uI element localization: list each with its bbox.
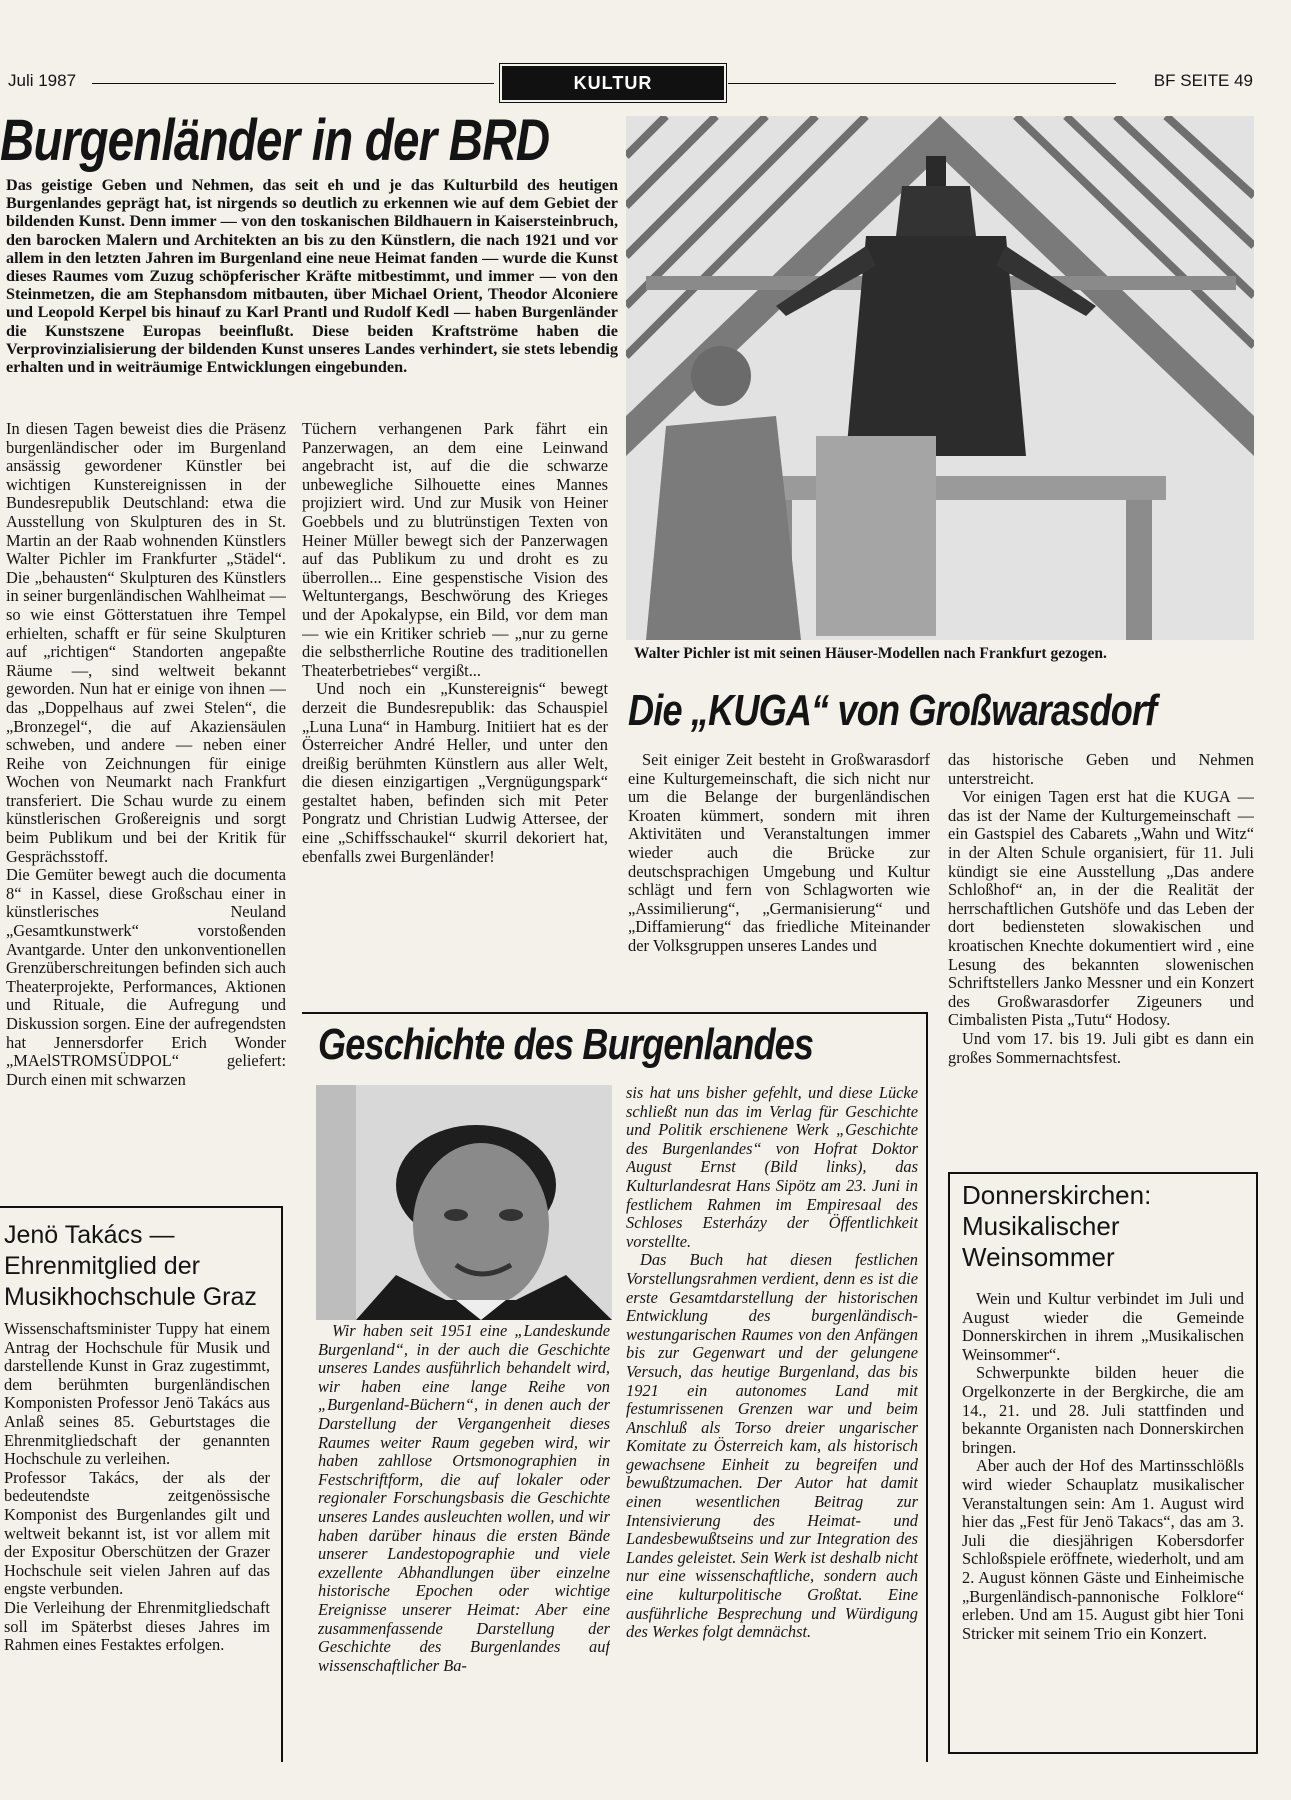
- takacs-box-top: [0, 1206, 281, 1208]
- header-rule-left: [92, 83, 494, 84]
- donnerskirchen-body: [962, 1290, 1244, 1742]
- takacs-para-2: Professor Takács, der als der bedeutendste zeitgenössische Komponist des Burgenlandes gilt und weltweit bekannt ist, ist vor allem mit der Expositur Oberschützen der Grazer Hochschule seit vielen Jahren auf das engste verbunden.: [4, 1467, 270, 1599]
- takacs-body: [4, 1320, 270, 1748]
- kuga-col2-para-2: Vor einigen Tagen erst hat die KUGA — das ist der Name der Kulturgemeinschaft — ein Gastspiel des Cabarets „Wahn und Witz“ in der Alten Schule organisiert, für 11. Juli kündigt sie eine Ausstellung „Das andere Schloßhof“ an, in der die Realität der herrschaftlichen Gutshöfe und das Leben der dort bediensteten slowakischen und kroatischen Knechte dokumentiert wird , eine Lesung des bekannten slowenischen Schriftstellers Janko Messner und ein Konzert des Großwarasdorfer Zigeuners und Cimbalisten Pista „Tutu“ Hodosy.: [948, 787, 1254, 1030]
- kuga-headline: Die „KUGA“ von Großwarasdorf: [628, 686, 1157, 735]
- geschichte-col2-para-1: sis hat uns bisher gefehlt, und diese Lücke schließt nun das im Verlag für Geschichte und Politik erschienene Werk „Geschichte des Burgenlandes“ von Hofrat Doktor August Ernst (Bild links), das Kulturlandesrat Hans Sipötz am 23. Juni in festlichem Rahmen im Empiresaal des Schloses Esterházy der Öffentlichkeit vorstellte.: [626, 1084, 918, 1251]
- takacs-para-3: Die Verleihung der Ehrenmitgliedschaft soll im Späterbst dieses Jahres im Rahmen eines Festaktes erfolgen.: [4, 1597, 270, 1655]
- header-rule-right: [728, 83, 1116, 84]
- donnerskirchen-para-2: Schwerpunkte bilden heuer die Orgelkonzerte in der Bergkirche, die am 14., 21. und 28. Juli stattfinden und bekannte Organisten nach Donnerskirchen bringen.: [962, 1363, 1244, 1457]
- donnerskirchen-para-3: Aber auch der Hof des Martinsschlößls wird wieder Schauplatz musikalischer Veranstaltungen sein: Am 1. August wird hier das „Fest für Jenö Takacs“, das am 3. Juli die diesjährigen Kobersdorfer Schloßspiele eröffnete, wiederholt, und am 2. August können Gäste und Einheimische „Burgenländisch-pannonische Folklore“ erleben. Und am 15. August gibt hier Toni Stricker mit seinem Trio ein Konzert.: [962, 1456, 1244, 1643]
- page-number: BF SEITE 49: [1153, 71, 1253, 90]
- main-col2-para-1: Tüchern verhangenen Park fährt ein Panzerwagen, an dem eine Leinwand angebracht ist, auf die die schwarze unbewegliche Silhouette eines Mannes projiziert wird. Und zur Musik von Heiner Goebbels und zu blutrünstigen Texten von Heiner Müller bewegt sich der Panzerwagen auf das Publikum zu und droht es zu überrollen... Eine gespenstische Vision des Weltuntergangs, Beschwörung des Krieges und der Apokalypse, ein Bild, vor dem man — wie ein Kritiker schrieb — „nur zu gerne die selbstherrliche Routine des traditionellen Theaterbetriebes“ vergißt...: [302, 420, 608, 680]
- kuga-col2-para-1: das historische Geben und Nehmen unterstreicht.: [948, 751, 1254, 788]
- ernst-photo: [316, 1085, 612, 1320]
- main-col2-para-2: Und noch ein „Kunstereignis“ bewegt derzeit die Bundesrepublik: das Schauspiel „Luna Luna“ in Hamburg. Initiiert hat es der Österreicher André Heller, und unter den dreißig berühmten Künstlern aus aller Welt, die diesen einzigartigen „Vergnügungspark“ gestaltet haben, befinden sich mit Peter Pongratz und Christian Ludwig Attersee, der eine „Schiffsschaukel“ skurril dekoriert hat, ebenfalls zwei Burgenländer!: [302, 679, 608, 866]
- geschichte-column-2: [626, 1084, 918, 1752]
- pichler-caption: Walter Pichler ist mit seinen Häuser-Modellen nach Frankfurt gezogen.: [634, 645, 1107, 662]
- pichler-photo: [626, 116, 1254, 640]
- geschichte-col1-text: Wir haben seit 1951 eine „Landeskunde Burgenland“, in der auch die Geschichte unseres Landes ausführlich behandelt wird, wir haben eine lange Reihe von „Burgenland-Büchern“, in denen auch der Darstellung der Vergangenheit dieses Raumes weiter Raum gegeben wird, wir haben zahllose Ortsmonographien in Festschriftform, die auf lokaler oder regionaler Forschungsbasis die Geschichte unseres Landes ausleuchten wollen, und wir haben darüber hinaus die ersten Bände unserer Landestopographie und viele exzellente Abhandlungen über einzelne historische Epochen oder wichtige Ereignisse unserer Heimat: Aber eine zusammenfassende Darstellung der Geschichte des Burgenlandes auf wissenschaftlicher Ba-: [318, 1322, 610, 1675]
- main-col1-para-2: Die Gemüter bewegt auch die documenta 8“ in Kassel, diese Großschau einer in künstlerisches Neuland „Gesamtkunstwerk“ vorstoßenden Avantgarde. Unter den unkonventionellen Grenzüberschreitungen befinden sich auch Theaterprojekte, Performances, Aktionen und Rituale, die Aufregung und Diskussion sorgen. Eine der aufregendsten hat Jennersdorfer Erich Wonder „MAelSTROMSÜDPOL“ geliefert: Durch einen mit schwarzen: [6, 865, 286, 1089]
- issue-date: Juli 1987: [8, 71, 77, 90]
- pichler-photo-image: [626, 116, 1254, 640]
- takacs-para-1: Wissenschaftsminister Tuppy hat einem Antrag der Hochschule für Musik und darstellende Kunst in Graz zugestimmt, dem berühmten burgenländischen Komponisten Professor Jenö Takács aus Anlaß seines 85. Geburtstages die Ehrenmitgliedschaft der genannten Hochschule zu verleihen.: [4, 1320, 270, 1469]
- geschichte-box-right: [926, 1012, 928, 1762]
- main-column-1: [6, 420, 286, 1204]
- section-label: KULTUR: [502, 66, 724, 100]
- takacs-title: Jenö Takács — Ehrenmitglied der Musikhochschule Graz: [4, 1221, 257, 1311]
- geschichte-col2-para-2: Das Buch hat diesen festlichen Vorstellungsrahmen verdient, denn es ist die erste Gesamtdarstellung der historischen Entwicklung des burgenländisch-westungarischen Raumes von den Anfängen bis zur Gegenwart und der gelungene Versuch, das heutige Burgenland, das bis 1921 ein autonomes Land mit festumrissenen Grenzen war und beim Anschluß als Torso dreier ungarischer Komitate zu Österreich kam, als historisch gewachsene Einheit zu begreifen und bewußtzumachen. Der Autor hat damit einen wesentlichen Beitrag zur Intensivierung des Heimat- und Landesbewußtseins und zur Integration des Landes geleistet. Sein Werk ist deshalb nicht nur eine wissenschaftliche, sondern auch eine kulturpolitische Großtat. Eine ausführliche Besprechung und Würdigung des Werkes folgt demnächst.: [626, 1250, 918, 1642]
- kuga-col2-para-3: Und vom 17. bis 19. Juli gibt es dann ein großes Sommernachtsfest.: [948, 1028, 1254, 1067]
- takacs-box-right: [281, 1206, 283, 1762]
- geschichte-column-1: [318, 1322, 610, 1752]
- ernst-photo-image: [316, 1085, 612, 1320]
- main-lead: Das geistige Geben und Nehmen, das seit eh und je das Kulturbild des heutigen Burgenlandes geprägt hat, ist nirgends so deutlich zu erkennen wie auf dem Gebiet der bildenden Kunst. Denn immer — von den toskanischen Bildhauern in Kaisersteinbruch, den barocken Malern und Architekten an bis zu den Künstlern, die nach 1921 und vor allem in den letzten Jahren im Burgenland eine neue Heimat fanden — wurde die Kunst dieses Raumes vom Zuzug schöpferischer Kräfte mitbestimmt, und immer — von den Steinmetzen, die am Stephansdom mitbauten, über Michael Orient, Theodor Alconiere und Leopold Kerpel bis hinauf zu Karl Prantl und Rudolf Kedl — haben Burgenländer die Kunstszene Europas beeinflußt. Diese beiden Kraftströme haben die Verprovinzialisierung der bildenden Kunst unseres Landes verhindert, sie stets lebendig erhalten und in weiträumige Entwicklungen eingebunden.: [6, 176, 618, 377]
- kuga-column-2: [948, 751, 1254, 1159]
- geschichte-headline: Geschichte des Burgenlandes: [318, 1020, 814, 1069]
- donnerskirchen-para-1: Wein und Kultur verbindet im Juli und August wieder die Gemeinde Donnerskirchen in ihrem „Musikalischen Weinsommer“.: [962, 1290, 1244, 1364]
- main-column-2: [302, 420, 608, 998]
- kuga-column-1: [628, 751, 930, 999]
- main-col1-para-1: In diesen Tagen beweist dies die Präsenz burgenländischer oder im Burgenland ansässig gewordener Künstler bei wichtigen Kunstereignissen in der Bundesrepublik Deutschland: etwa die Ausstellung von Skulpturen des in St. Martin an der Raab wohnenden Künstlers Walter Pichler im Frankfurter „Städel“. Die „behausten“ Skulpturen des Künstlers in seiner burgenländischen Wahlheimat — so wie einst Götterstatuen ihre Tempel erhielten, schafft er für seine Skulpturen auf „richtigen“ Standorten angepaßte Räume —, sind weltweit bekannt geworden. Nun hat er einige von ihnen — das „Doppelhaus auf zwei Stelen“, die „Bronzegel“, die auf Akaziensäulen schweben, und andere — neben einer Reihe von Zeichnungen für einige Wochen von Neumarkt nach Frankfurt transferiert. Die Schau wurde zu einem künstlerischen Großereignis und sorgt beim Publikum und bei der Kritik für Gesprächsstoff.: [6, 420, 286, 866]
- kuga-col1-para-1: Seit einiger Zeit besteht in Großwarasdorf eine Kulturgemeinschaft, die sich nicht nur um die Belange der burgenländischen Kroaten kümmert, sondern mit ihren Aktivitäten und Veranstaltungen immer wieder auch die Brücke zur deutschsprachigen Umgebung und Kultur schlägt und fern von Schlagworten wie „Assimilierung“, „Germanisierung“ und „Diffamierung“ das friedliche Miteinander der Volksgruppen unseres Landes und: [628, 751, 930, 955]
- donnerskirchen-title: Donnerskirchen: Musikalischer Weinsommer: [962, 1180, 1152, 1272]
- main-headline: Burgenländer in der BRD: [0, 108, 550, 173]
